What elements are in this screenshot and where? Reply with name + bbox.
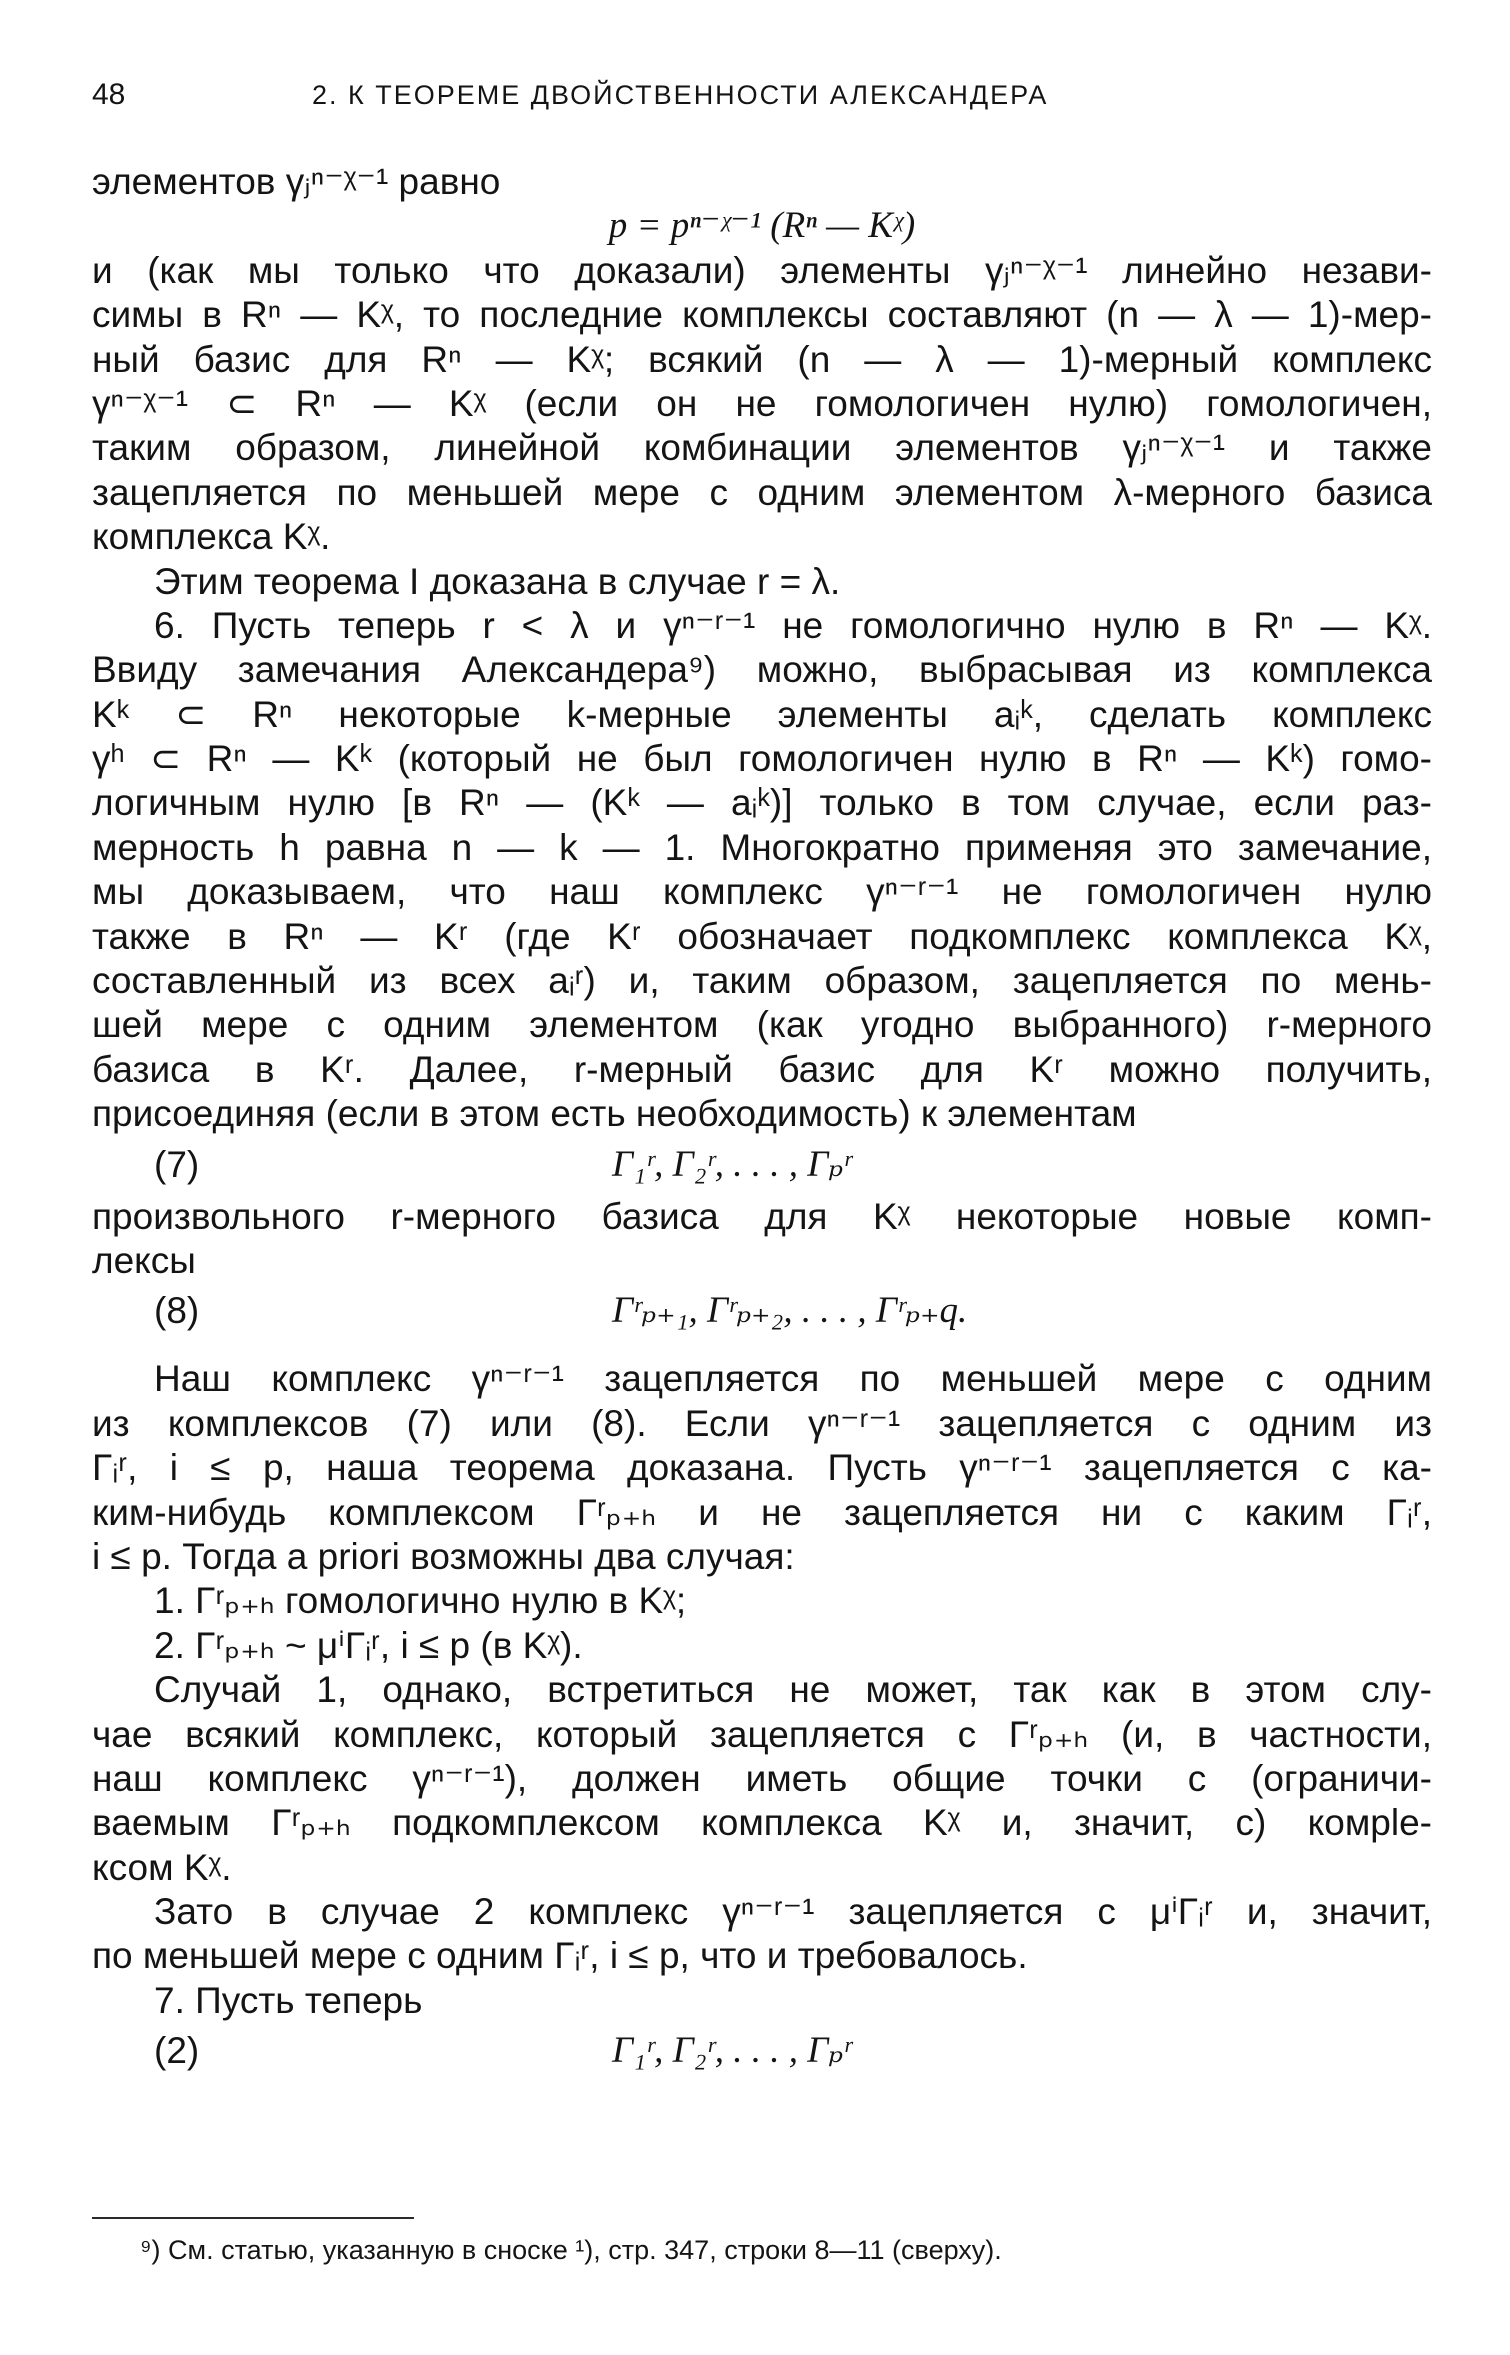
equation-number: (7) — [154, 1143, 200, 1185]
page-number: 48 — [92, 78, 126, 111]
text-line: составленный из всех aᵢʳ) и, таким образом, зацепляется по мень- — [92, 960, 1432, 1002]
list-item: 2. Γʳₚ₊ₕ ~ μⁱΓᵢʳ, i ≤ p (в Kᵡ). — [154, 1624, 583, 1666]
equation-8 — [92, 1283, 1432, 1341]
equation-body: Γ₁ʳ, Γ₂ʳ, . . . , Γₚʳ — [612, 2030, 852, 2072]
text-line: γʰ ⊂ Rⁿ — Kᵏ (который не был гомологичен нулю в Rⁿ — Kᵏ) гомо- — [92, 738, 1432, 780]
text-line: мы доказываем, что наш комплекс γⁿ⁻ʳ⁻¹ не гомологичен нулю — [92, 871, 1432, 913]
formula-p: p = pⁿ⁻ᵡ⁻¹ (Rⁿ — Kᵡ) — [608, 205, 916, 247]
text-line: элементов γⱼⁿ⁻ᵡ⁻¹ равно — [92, 161, 501, 202]
equation-number: (8) — [154, 1290, 200, 1332]
text-line: i ≤ p. Тогда a priori возможны два случая: — [92, 1535, 795, 1577]
text-line: шей мере с одним элементом (как угодно выбранного) r-мерного — [92, 1004, 1432, 1046]
text-line: γⁿ⁻ᵡ⁻¹ ⊂ Rⁿ — Kᵡ (если он не гомологичен нулю) гомологичен, — [92, 382, 1432, 424]
text-line: по меньшей мере с одним Γᵢʳ, i ≤ p, что и требовалось. — [92, 1935, 1028, 1977]
text-line: комплекса Kᵡ. — [92, 516, 331, 558]
text-line: 6. Пусть теперь r < λ и γⁿ⁻ʳ⁻¹ не гомологично нулю в Rⁿ — Kᵡ. — [154, 604, 1432, 646]
equation-body: Γ₁ʳ, Γ₂ʳ, . . . , Γₚʳ — [612, 1143, 852, 1185]
text-line: таким образом, линейной комбинации элементов γⱼⁿ⁻ᵡ⁻¹ и также — [92, 427, 1432, 469]
running-head: 2. К ТЕОРЕМЕ ДВОЙСТВЕННОСТИ АЛЕКСАНДЕРА — [312, 80, 1049, 110]
text-line: Kᵏ ⊂ Rⁿ некоторые k-мерные элементы aᵢᵏ, сделать комплекс — [92, 693, 1432, 735]
text-line: Зато в случае 2 комплекс γⁿ⁻ʳ⁻¹ зацепляется с μⁱΓᵢʳ и, значит, — [154, 1891, 1432, 1933]
equation-2 — [92, 2023, 1432, 2081]
equation-number: (2) — [154, 2030, 200, 2072]
equation-7 — [92, 1137, 1432, 1195]
text-line: Ввиду замечания Александера⁹) можно, выбрасывая из комплекса — [92, 649, 1432, 691]
text-line: лексы — [92, 1239, 196, 1281]
body-text — [92, 160, 1432, 2081]
text-line: базиса в Kʳ. Далее, r-мерный базис для Kʳ можно получить, — [92, 1048, 1432, 1090]
text-line: мерность h равна n — k — 1. Многократно применяя это замечание, — [92, 826, 1432, 868]
footnote-rule — [92, 2217, 414, 2219]
text-line: зацепляется по меньшей мере с одним элементом λ-мерного базиса — [92, 471, 1432, 513]
equation-body: Γʳₚ₊₁, Γʳₚ₊₂, . . . , Γʳₚ₊q. — [612, 1290, 968, 1332]
footnote: ⁹) См. статью, указанную в сноске ¹), стр. 347, строки 8—11 (сверху). — [140, 2235, 1002, 2265]
text-line: наш комплекс γⁿ⁻ʳ⁻¹), должен иметь общие точки с (ограничи- — [92, 1757, 1432, 1799]
text-line: Γᵢʳ, i ≤ p, наша теорема доказана. Пусть γⁿ⁻ʳ⁻¹ зацепляется с ка- — [92, 1447, 1432, 1489]
text-line: ный базис для Rⁿ — Kᵡ; всякий (n — λ — 1)-мерный комплекс — [92, 338, 1432, 380]
list-item: 1. Γʳₚ₊ₕ гомологично нулю в Kᵡ; — [154, 1580, 687, 1622]
text-line: ваемым Γʳₚ₊ₕ подкомплексом комплекса Kᵡ и, значит, с) комple- — [92, 1802, 1432, 1844]
text-line: также в Rⁿ — Kʳ (где Kʳ обозначает подкомплекс комплекса Kᵡ, — [92, 915, 1432, 957]
text-line: чае всякий комплекс, который зацепляется с Γʳₚ₊ₕ (и, в частности, — [92, 1713, 1432, 1755]
text-line: логичным нулю [в Rⁿ — (Kᵏ — aᵢᵏ)] только в том случае, если раз- — [92, 782, 1432, 824]
text-line: присоединяя (если в этом есть необходимость) к элементам — [92, 1093, 1137, 1135]
text-line: Случай 1, однако, встретиться не может, так как в этом слу- — [154, 1669, 1432, 1711]
text-line: Наш комплекс γⁿ⁻ʳ⁻¹ зацепляется по меньшей мере с одним — [154, 1358, 1432, 1400]
text-line: ксом Kᵡ. — [92, 1846, 232, 1888]
text-line: симы в Rⁿ — Kᵡ, то последние комплексы составляют (n — λ — 1)-мер- — [92, 294, 1432, 336]
text-line: из комплексов (7) или (8). Если γⁿ⁻ʳ⁻¹ зацепляется с одним из — [92, 1402, 1432, 1444]
page-header — [92, 78, 1432, 118]
text-line: произвольного r-мерного базиса для Kᵡ некоторые новые комп- — [92, 1195, 1432, 1237]
text-line: и (как мы только что доказали) элементы γⱼⁿ⁻ᵡ⁻¹ линейно незави- — [92, 249, 1432, 291]
text-line: Этим теорема I доказана в случае r = λ. — [154, 560, 841, 602]
text-line: ким-нибудь комплексом Γʳₚ₊ₕ и не зацепляется ни с каким Γᵢʳ, — [92, 1491, 1432, 1533]
text-line: 7. Пусть теперь — [154, 1979, 423, 2021]
